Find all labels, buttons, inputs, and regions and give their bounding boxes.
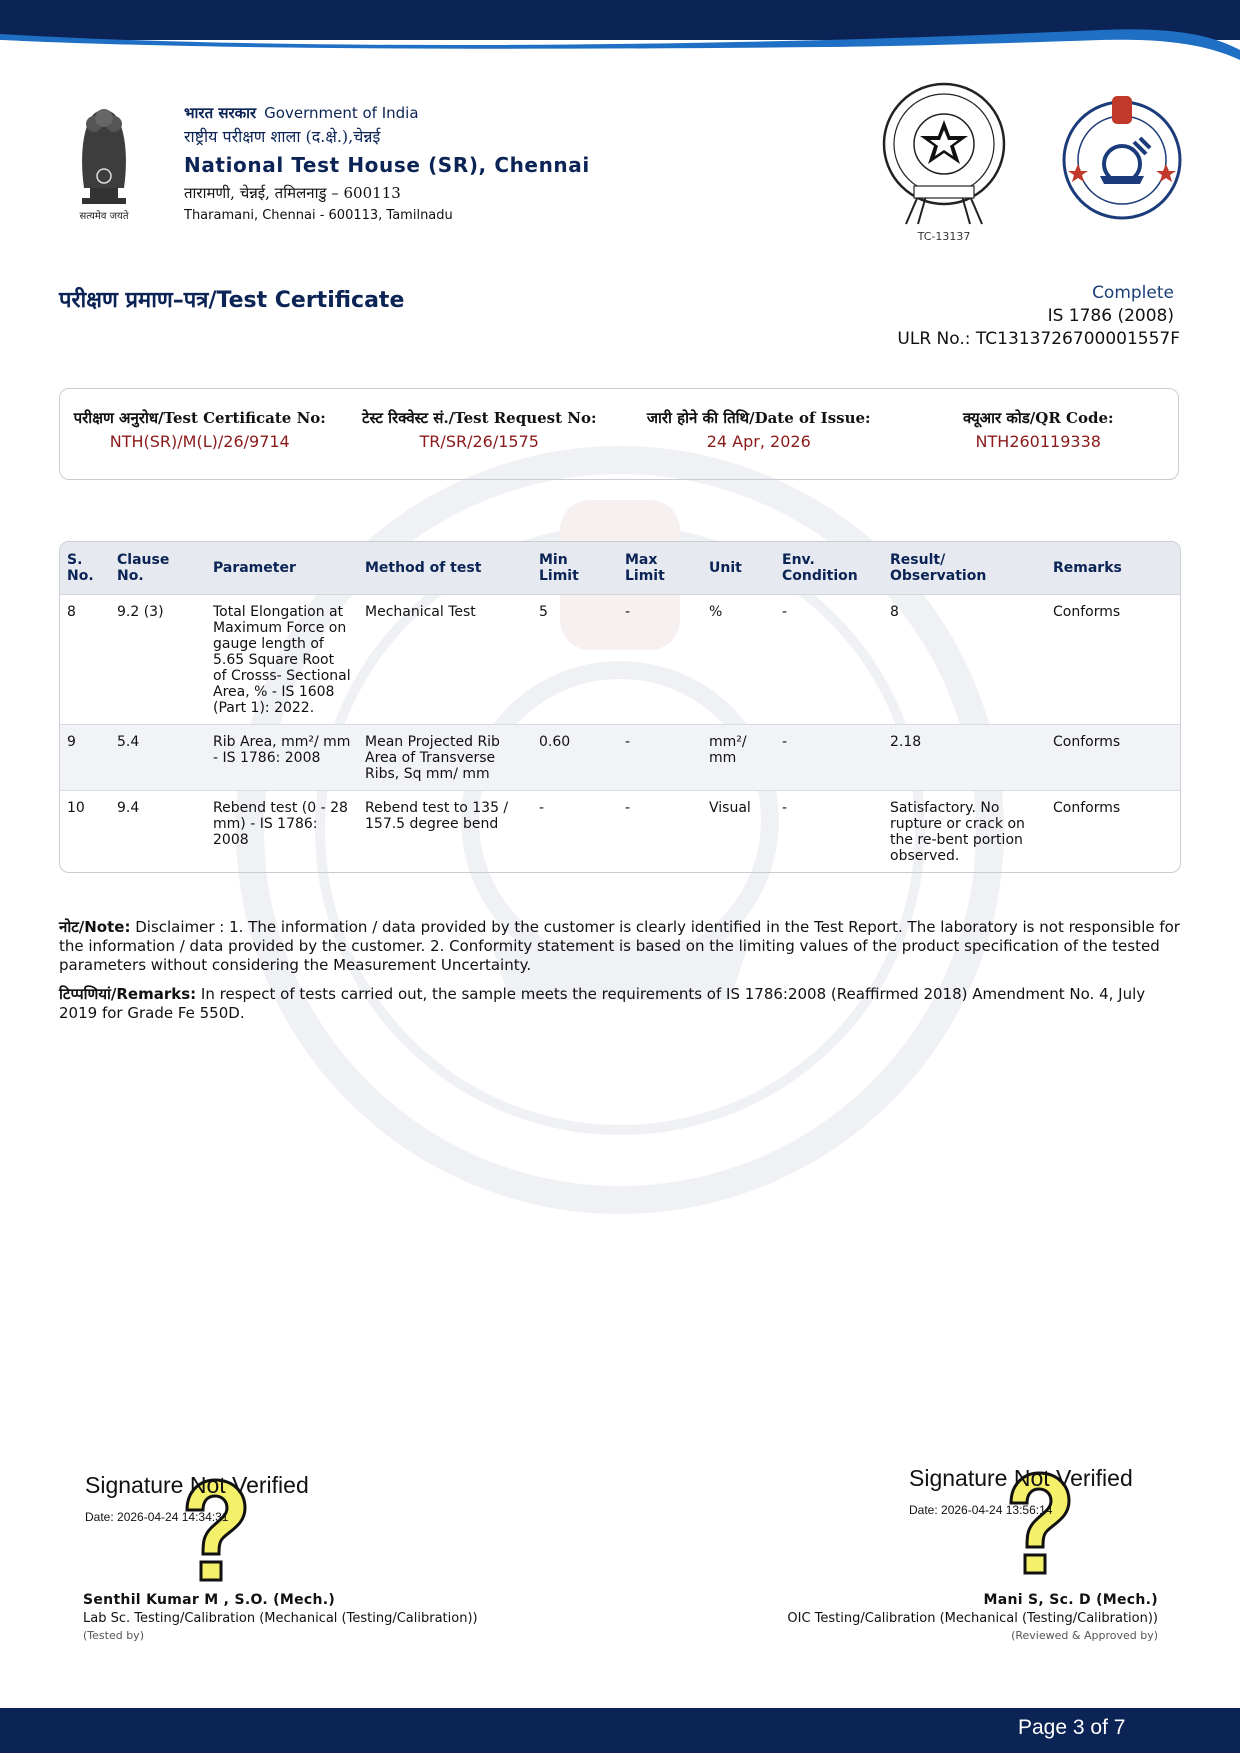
cell-parameter: Rib Area, mm²/ mm - IS 1786: 2008 <box>206 725 358 791</box>
cell-remarks: Conforms <box>1046 595 1181 725</box>
status-block <box>780 282 1180 351</box>
cell-parameter: Rebend test (0 - 28 mm) - IS 1786: 2008 <box>213 800 348 848</box>
column-header: Env. Condition <box>775 542 883 595</box>
cell-max-limit: - <box>618 725 702 791</box>
signer-role: Lab Sc. Testing/Calibration (Mechanical (Testing/Calibration)) <box>83 1611 478 1626</box>
signature-right <box>909 1465 1229 1585</box>
certificate-title: परीक्षण प्रमाण–पत्र/Test Certificate <box>59 288 405 313</box>
cell-sno: 9 <box>60 725 110 791</box>
cell-env-condition: - <box>775 725 883 791</box>
column-header: Unit <box>702 542 775 595</box>
government-english: Government of India <box>264 104 419 122</box>
qr-code-label: क्यूआर कोड/QR Code: <box>962 409 1114 427</box>
cell-result: 2.18 <box>883 725 1046 791</box>
cell-min-limit: 0.60 <box>532 725 618 791</box>
signer-right <box>658 1591 1158 1643</box>
certificate-number-value: NTH(SR)/M(L)/26/9714 <box>109 432 290 451</box>
note-text: Disclaimer : 1. The information / data provided by the customer is clearly identified in the Test Report. The laboratory is not responsible for the information / data provided by the customer. 2. Conformity statement is based on the limiting values of the product specification of the tested parameters without considering the Measurement Uncertainty. <box>59 918 1180 974</box>
cell-clause: 9.4 <box>117 800 140 816</box>
cell-result: 8 <box>883 595 1046 725</box>
table-row <box>60 725 1181 791</box>
cell-unit: mm²/ mm <box>702 725 775 791</box>
table-row <box>60 595 1181 725</box>
page-number: Page 3 of 7 <box>1018 1716 1126 1739</box>
remarks-text: In respect of tests carried out, the sample meets the requirements of IS 1786:2008 (Reaffirmed 2018) Amendment No. 4, July 2019 for Grade Fe 550D. <box>59 985 1146 1022</box>
remarks-paragraph <box>59 985 1181 1023</box>
cell-env-condition: - <box>782 800 788 816</box>
government-hindi: भारत सरकार <box>184 104 257 122</box>
standard-text: IS 1786 (2008) <box>1047 306 1174 326</box>
column-header: Result/ Observation <box>883 542 1046 595</box>
note-paragraph <box>59 918 1181 975</box>
organization-name: National Test House (SR), Chennai <box>184 153 590 177</box>
cell-clause: 5.4 <box>110 725 206 791</box>
request-number-value: TR/SR/26/1575 <box>419 432 539 451</box>
signer-role: OIC Testing/Calibration (Mechanical (Testing/Calibration)) <box>787 1611 1158 1626</box>
government-line <box>184 102 804 124</box>
cell-method: Mechanical Test <box>358 595 532 725</box>
certificate-number-label: परीक्षण अनुरोध/Test Certificate No: <box>73 409 326 427</box>
top-banner <box>0 0 1240 70</box>
footer-bar <box>0 1708 1240 1753</box>
cell-method: Mean Projected Rib Area of Transverse Ribs, Sq mm/ mm <box>358 725 532 791</box>
column-header: S. No. <box>60 542 110 595</box>
signature-left <box>85 1472 405 1592</box>
cell-clause: 9.2 (3) <box>110 595 206 725</box>
certificate-number-cell <box>60 389 340 479</box>
signer-left <box>83 1591 583 1643</box>
cell-parameter: Total Elongation at Maximum Force on gauge length of 5.65 Square Root of Crosss- Sectional Area, % - IS 1608 (Part 1): 2022. <box>206 595 358 725</box>
signer-name: Mani S, Sc. D (Mech.) <box>983 1592 1158 1608</box>
qr-code-cell <box>899 389 1179 479</box>
cell-env-condition: - <box>775 595 883 725</box>
cell-unit: % <box>702 595 775 725</box>
table-header-row <box>60 542 1181 595</box>
signer-note: (Reviewed & Approved by) <box>1011 1629 1158 1642</box>
issue-date-label: जारी होने की तिथि/Date of Issue: <box>646 409 871 427</box>
request-number-cell <box>340 389 620 479</box>
national-test-house-seal-icon <box>1060 92 1184 222</box>
remarks-label: टिप्पणियां/Remarks: <box>59 985 197 1003</box>
results-table <box>60 542 1181 872</box>
cell-min-limit: 5 <box>532 595 618 725</box>
notes-section <box>59 918 1181 1033</box>
emblem-motto: सत्यमेव जयते <box>79 211 129 222</box>
qr-code-value: NTH260119338 <box>975 432 1101 451</box>
column-header: Method of test <box>358 542 532 595</box>
column-header: Clause No. <box>110 542 206 595</box>
signature-date: Date: 2026-04-24 13:56:14 <box>909 1503 1053 1517</box>
cell-sno: 8 <box>60 595 110 725</box>
cell-max-limit: - <box>625 800 631 816</box>
cell-remarks: Conforms <box>1053 800 1121 816</box>
address-hindi: तारामणी, चेन्नई, तमिलनाडु – 600113 <box>184 184 401 202</box>
cell-min-limit: - <box>539 800 545 816</box>
organization-block <box>184 102 804 226</box>
issue-date-cell <box>619 389 899 479</box>
request-number-label: टेस्ट रिक्वेस्ट सं./Test Request No: <box>361 409 597 427</box>
signature-status: Signature Not Verified <box>85 1472 309 1498</box>
certificate-info-box <box>59 388 1179 480</box>
signer-name: Senthil Kumar M , S.O. (Mech.) <box>83 1592 336 1608</box>
issue-date-value: 24 Apr, 2026 <box>706 432 811 451</box>
cell-sno: 10 <box>67 800 85 816</box>
column-header: Max Limit <box>618 542 702 595</box>
nabl-accreditation-icon <box>878 78 1010 226</box>
signature-status: Signature Not Verified <box>909 1465 1133 1491</box>
note-label: नोट/Note: <box>59 918 131 936</box>
cell-max-limit: - <box>618 595 702 725</box>
results-table-wrapper <box>59 541 1181 873</box>
cell-unit: Visual <box>709 800 751 816</box>
table-row <box>60 791 1181 873</box>
signer-note: (Tested by) <box>83 1629 144 1642</box>
cell-method: Rebend test to 135 / 157.5 degree bend <box>365 800 509 832</box>
cell-result: Satisfactory. No rupture or crack on the re-bent portion observed. <box>890 800 1025 864</box>
organization-hindi: राष्ट्रीय परीक्षण शाला (द.क्षे.),चेन्नई <box>184 127 381 146</box>
cell-remarks: Conforms <box>1046 725 1181 791</box>
column-header: Min Limit <box>532 542 618 595</box>
accreditation-code: TC-13137 <box>917 230 971 243</box>
signature-date: Date: 2026-04-24 14:34:31 <box>85 1510 229 1524</box>
column-header: Parameter <box>206 542 358 595</box>
address: Tharamani, Chennai - 600113, Tamilnadu <box>184 208 453 223</box>
column-header: Remarks <box>1046 542 1181 595</box>
status-text: Complete <box>1092 283 1174 303</box>
ulr-number: ULR No.: TC1313726700001557F <box>897 329 1180 349</box>
